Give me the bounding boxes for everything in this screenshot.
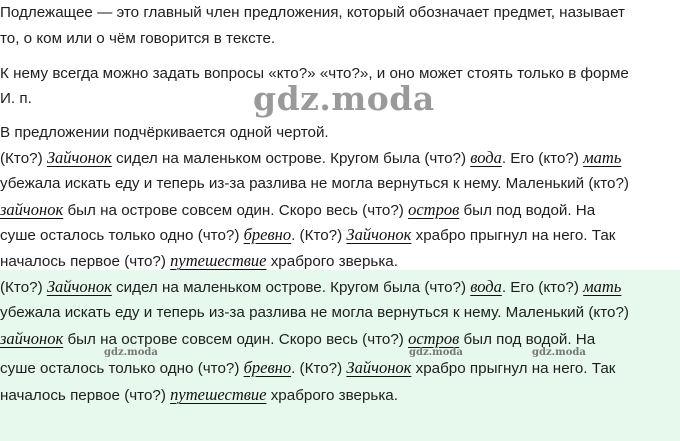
watermark-small: gdz.moda — [409, 347, 463, 358]
subject-word: Зайчонок — [46, 277, 112, 296]
text-fragment: храбро прыгнул на него. Так — [411, 360, 616, 377]
text-fragment: убежала искать еду и теперь из-за разлива не могла вернуться к нему. Маленький (кто?) — [0, 175, 629, 192]
watermark-small: gdz.moda — [104, 347, 158, 358]
subject-word: Зайчонок — [346, 358, 412, 377]
subject-word: бревно — [243, 225, 292, 244]
text-fragment: . (Кто?) — [291, 227, 347, 244]
text-line — [0, 274, 680, 300]
text-line — [0, 171, 680, 196]
questions-line-2: И. п. — [0, 90, 32, 107]
text-fragment: был под водой. На — [459, 331, 596, 348]
text-line — [0, 300, 680, 325]
text-fragment: был на острове совсем один. Скоро весь (что?) — [63, 202, 409, 219]
text-fragment: храброго зверька. — [266, 387, 398, 404]
text-line — [0, 382, 680, 408]
watermark-small: gdz.moda — [532, 347, 586, 358]
text-fragment: началось первое (что?) — [0, 253, 171, 270]
text-fragment: началось первое (что?) — [0, 387, 171, 404]
subject-word: Зайчонок — [346, 225, 412, 244]
subject-word: бревно — [243, 358, 292, 377]
text-fragment: (Кто?) — [0, 279, 47, 296]
text-fragment: суше осталось только одно (что?) — [0, 360, 244, 377]
text-fragment: храброго зверька. — [266, 253, 398, 270]
subject-word: мать — [583, 148, 622, 167]
text-line — [0, 248, 680, 274]
subject-word: зайчонок — [0, 329, 64, 348]
text-fragment: сидел на маленьком острове. Кругом была (что?) — [111, 150, 471, 167]
definition-line-2: то, о ком или о чём говорится в тексте. — [0, 30, 276, 47]
definition-line-1: Подлежащее — это главный член предложения, который обозначает предмет, называет — [0, 4, 625, 21]
watermark-logo: gdz.moda — [253, 79, 435, 118]
subject-word: остров — [408, 329, 460, 348]
text-fragment: сидел на маленьком острове. Кругом была (что?) — [111, 279, 471, 296]
subject-word: остров — [408, 200, 460, 219]
text-fragment: . Его (кто?) — [501, 150, 584, 167]
text-line — [0, 145, 680, 171]
subject-word: Зайчонок — [46, 148, 112, 167]
text-fragment: убежала искать еду и теперь из-за разлива не могла вернуться к нему. Маленький (кто?) — [0, 304, 629, 321]
text-fragment: . Его (кто?) — [501, 279, 584, 296]
underline-rule: В предложении подчёркивается одной чертой. — [0, 124, 329, 141]
subject-word: путешествие — [170, 251, 267, 270]
text-fragment: (Кто?) — [0, 150, 47, 167]
text-fragment: был под водой. На — [459, 202, 596, 219]
text-fragment: . (Кто?) — [291, 360, 347, 377]
text-fragment: был на острове совсем один. Скоро весь (что?) — [63, 331, 409, 348]
text-line — [0, 197, 680, 223]
subject-word: зайчонок — [0, 200, 64, 219]
subject-word: вода — [470, 148, 502, 167]
subject-word: мать — [583, 277, 622, 296]
text-fragment: суше осталось только одно (что?) — [0, 227, 244, 244]
text-fragment: храбро прыгнул на него. Так — [411, 227, 616, 244]
subject-word: путешествие — [170, 385, 267, 404]
questions-line-1: К нему всегда можно задать вопросы «кто?» «что?», и оно может стоять только в форме — [0, 65, 629, 82]
text-line — [0, 222, 680, 248]
subject-word: вода — [470, 277, 502, 296]
